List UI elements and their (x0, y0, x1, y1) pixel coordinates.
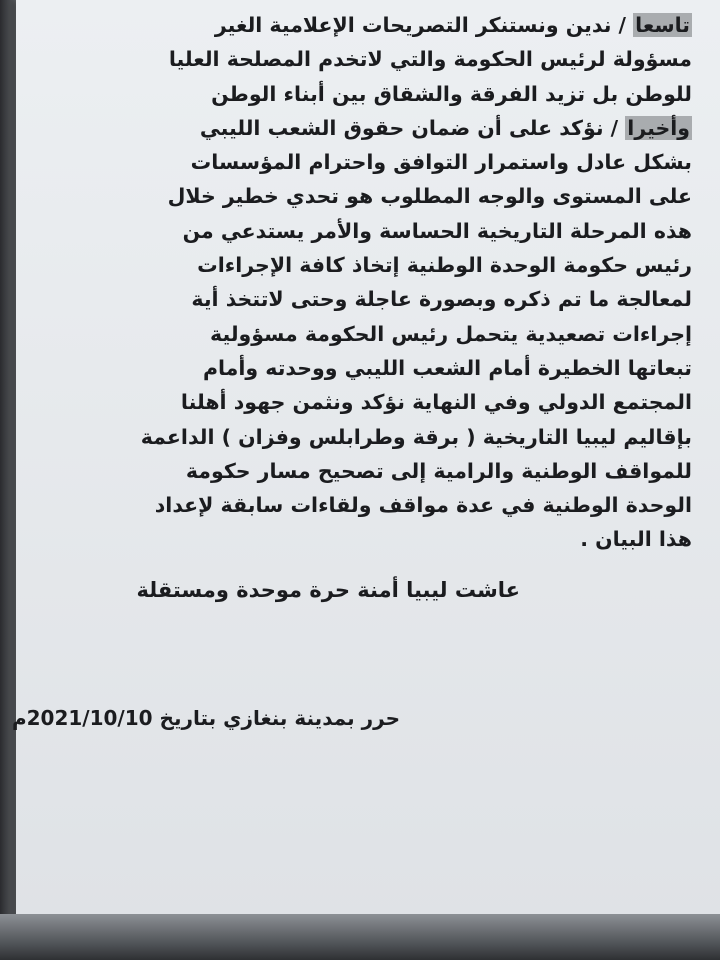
body-line: رئيس حكومة الوحدة الوطنية إتخاذ كافة الإجراءات (197, 253, 692, 278)
highlighted-marker: وأخيرا (627, 115, 690, 140)
date-place-footer: حرر بمدينة بنغازي بتاريخ 2021/10/10م (11, 706, 400, 730)
document-page (11, 0, 720, 925)
body-line: تبعاتها الخطيرة أمام الشعب الليبي ووحدته وأمام (202, 355, 692, 380)
body-line: بشكل عادل واستمرار التوافق واحترام المؤسسات (190, 150, 692, 175)
body-line: وأخيرا / نؤكد على أن ضمان حقوق الشعب الليبي (199, 115, 690, 140)
body-line: هذه المرحلة التاريخية الحساسة والأمر يستدعي من (182, 218, 692, 243)
body-line: تاسعا / ندين ونستنكر التصريحات الإعلامية الغير (214, 13, 690, 37)
highlighted-marker: تاسعا (635, 13, 690, 37)
body-line: للمواقف الوطنية والرامية إلى تصحيح مسار حكومة (185, 458, 692, 483)
body-line: على المستوى والوجه المطلوب هو تحدي خطير خلال (167, 184, 692, 209)
body-line: الوحدة الوطنية في عدة مواقف ولقاءات سابقة لإعداد (154, 493, 692, 518)
body-line: هذا البيان . (580, 527, 692, 552)
photo-edge-bottom (0, 914, 720, 960)
body-line: المجتمع الدولي وفي النهاية نؤكد ونثمن جهود أهلنا (180, 390, 692, 415)
statement-body (12, 8, 692, 557)
body-line: مسؤولة لرئيس الحكومة والتي لاتخدم المصلحة العليا (168, 47, 692, 72)
body-line: لمعالجة ما تم ذكره وبصورة عاجلة وحتى لاتتخذ أية (191, 287, 692, 312)
body-line: إجراءات تصعيدية يتحمل رئيس الحكومة مسؤولية (210, 321, 692, 346)
closing-slogan: عاشت ليبيا أمنة حرة موحدة ومستقلة (136, 578, 520, 602)
body-line: للوطن بل تزيد الفرقة والشقاق بين أبناء الوطن (211, 81, 692, 106)
body-line: بإقاليم ليبيا التاريخية ( برقة وطرابلس وفزان ) الداعمة (140, 424, 692, 449)
